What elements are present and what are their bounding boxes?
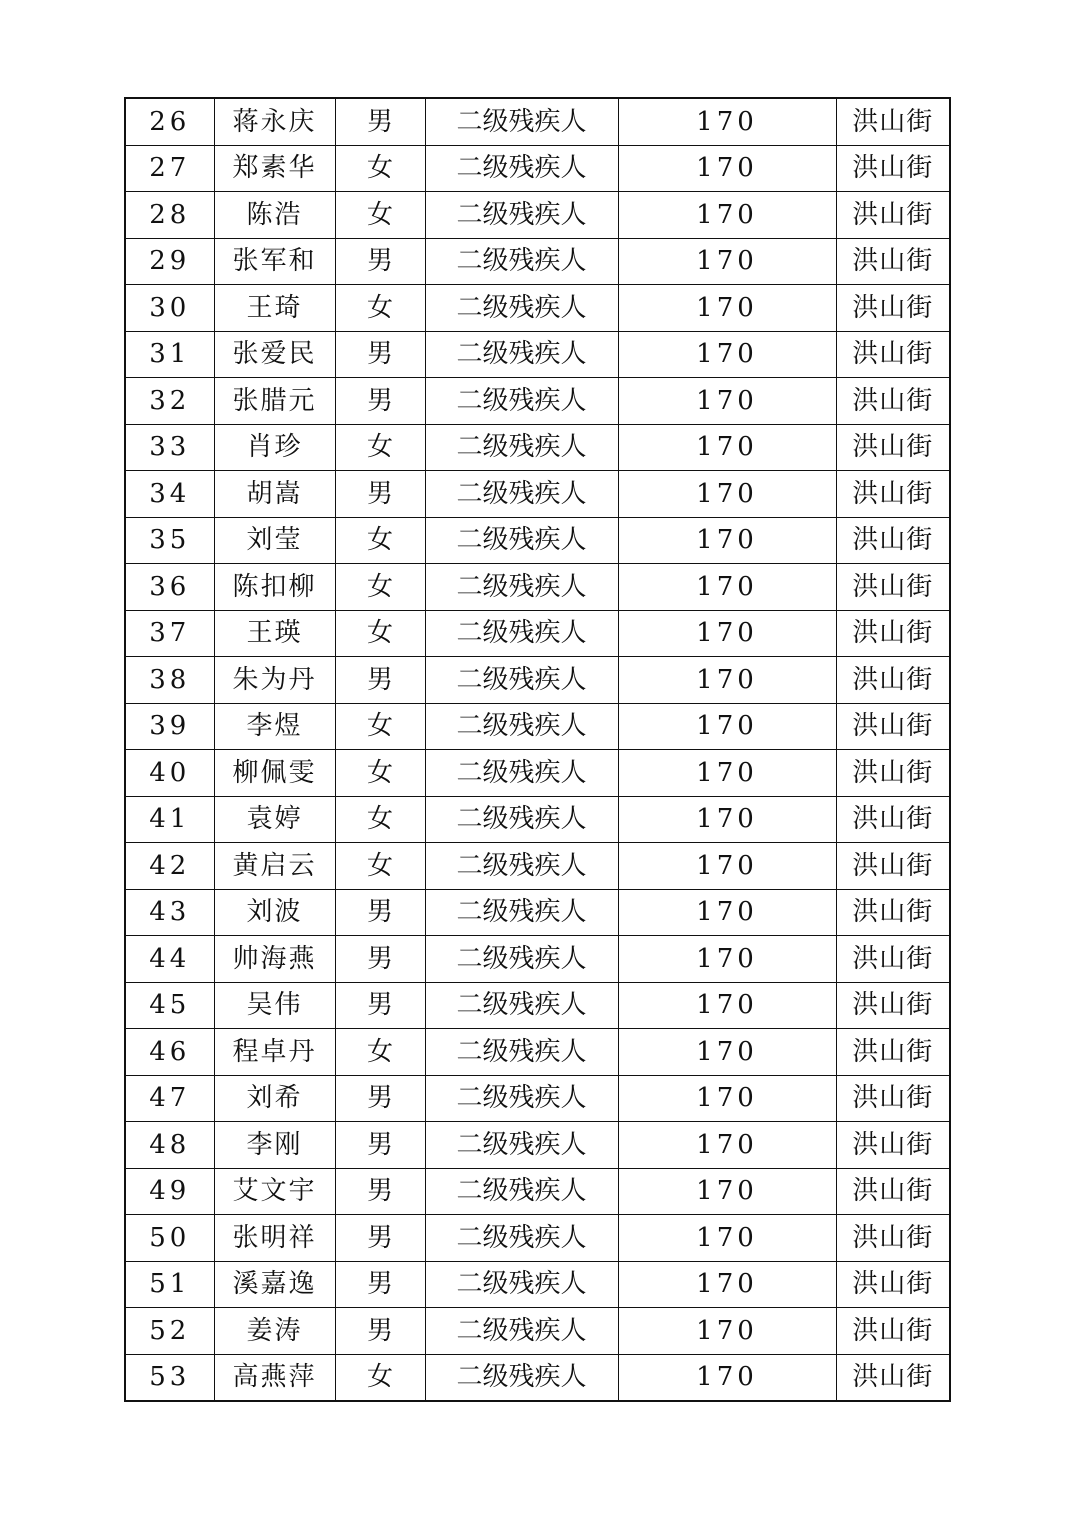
disability-category-cell: 二级残疾人 [425,1168,618,1215]
disability-category-cell: 二级残疾人 [425,703,618,750]
gender-cell: 女 [335,750,425,797]
row-number-cell: 28 [125,192,214,239]
person-name-cell: 王瑛 [214,610,335,657]
person-name-cell: 刘希 [214,1075,335,1122]
amount-cell: 170 [618,192,836,239]
street-cell: 洪山街 [836,1215,950,1262]
disability-category-cell: 二级残疾人 [425,238,618,285]
street-cell: 洪山街 [836,657,950,704]
table-row [125,936,950,983]
amount-cell: 170 [618,424,836,471]
table-row [125,1354,950,1401]
street-cell: 洪山街 [836,98,950,145]
table-row [125,517,950,564]
roster-table-body [125,98,950,1401]
amount-cell: 170 [618,564,836,611]
gender-cell: 女 [335,564,425,611]
person-name-cell: 陈扣柳 [214,564,335,611]
table-row [125,1122,950,1169]
amount-cell: 170 [618,1354,836,1401]
row-number-cell: 49 [125,1168,214,1215]
amount-cell: 170 [618,750,836,797]
disability-category-cell: 二级残疾人 [425,145,618,192]
disability-category-cell: 二级残疾人 [425,471,618,518]
disability-category-cell: 二级残疾人 [425,1215,618,1262]
amount-cell: 170 [618,285,836,332]
table-row [125,657,950,704]
street-cell: 洪山街 [836,703,950,750]
row-number-cell: 29 [125,238,214,285]
row-number-cell: 43 [125,889,214,936]
amount-cell: 170 [618,610,836,657]
disability-category-cell: 二级残疾人 [425,285,618,332]
table-row [125,564,950,611]
street-cell: 洪山街 [836,843,950,890]
table-row [125,331,950,378]
row-number-cell: 51 [125,1261,214,1308]
gender-cell: 女 [335,796,425,843]
table-row [125,424,950,471]
table-row [125,192,950,239]
row-number-cell: 46 [125,1029,214,1076]
person-name-cell: 艾文宇 [214,1168,335,1215]
disability-category-cell: 二级残疾人 [425,517,618,564]
disability-category-cell: 二级残疾人 [425,657,618,704]
disability-category-cell: 二级残疾人 [425,796,618,843]
amount-cell: 170 [618,1168,836,1215]
table-row [125,610,950,657]
person-name-cell: 张爱民 [214,331,335,378]
street-cell: 洪山街 [836,471,950,518]
person-name-cell: 吴伟 [214,982,335,1029]
table-row [125,378,950,425]
amount-cell: 170 [618,471,836,518]
street-cell: 洪山街 [836,424,950,471]
table-row [125,1215,950,1262]
row-number-cell: 42 [125,843,214,890]
street-cell: 洪山街 [836,1261,950,1308]
amount-cell: 170 [618,98,836,145]
row-number-cell: 37 [125,610,214,657]
amount-cell: 170 [618,145,836,192]
street-cell: 洪山街 [836,331,950,378]
amount-cell: 170 [618,517,836,564]
person-name-cell: 胡嵩 [214,471,335,518]
street-cell: 洪山街 [836,982,950,1029]
roster-table [124,97,951,1402]
row-number-cell: 53 [125,1354,214,1401]
gender-cell: 男 [335,1215,425,1262]
person-name-cell: 蒋永庆 [214,98,335,145]
gender-cell: 女 [335,145,425,192]
person-name-cell: 李煜 [214,703,335,750]
street-cell: 洪山街 [836,750,950,797]
row-number-cell: 40 [125,750,214,797]
row-number-cell: 52 [125,1308,214,1355]
row-number-cell: 50 [125,1215,214,1262]
table-row [125,1075,950,1122]
row-number-cell: 32 [125,378,214,425]
person-name-cell: 王琦 [214,285,335,332]
street-cell: 洪山街 [836,285,950,332]
disability-category-cell: 二级残疾人 [425,378,618,425]
table-row [125,1029,950,1076]
disability-category-cell: 二级残疾人 [425,1308,618,1355]
disability-category-cell: 二级残疾人 [425,564,618,611]
row-number-cell: 39 [125,703,214,750]
gender-cell: 女 [335,610,425,657]
amount-cell: 170 [618,703,836,750]
disability-category-cell: 二级残疾人 [425,936,618,983]
gender-cell: 男 [335,471,425,518]
street-cell: 洪山街 [836,192,950,239]
disability-category-cell: 二级残疾人 [425,889,618,936]
person-name-cell: 袁婷 [214,796,335,843]
row-number-cell: 26 [125,98,214,145]
disability-category-cell: 二级残疾人 [425,1354,618,1401]
disability-category-cell: 二级残疾人 [425,843,618,890]
gender-cell: 男 [335,982,425,1029]
gender-cell: 男 [335,1075,425,1122]
amount-cell: 170 [618,889,836,936]
amount-cell: 170 [618,1215,836,1262]
table-row [125,238,950,285]
table-row [125,98,950,145]
disability-category-cell: 二级残疾人 [425,1261,618,1308]
person-name-cell: 柳佩雯 [214,750,335,797]
street-cell: 洪山街 [836,610,950,657]
table-row [125,1261,950,1308]
table-row [125,843,950,890]
table-row [125,889,950,936]
gender-cell: 男 [335,1308,425,1355]
gender-cell: 男 [335,1122,425,1169]
amount-cell: 170 [618,1075,836,1122]
person-name-cell: 张明祥 [214,1215,335,1262]
disability-category-cell: 二级残疾人 [425,610,618,657]
disability-category-cell: 二级残疾人 [425,192,618,239]
disability-category-cell: 二级残疾人 [425,1075,618,1122]
amount-cell: 170 [618,238,836,285]
row-number-cell: 47 [125,1075,214,1122]
disability-category-cell: 二级残疾人 [425,1029,618,1076]
amount-cell: 170 [618,982,836,1029]
amount-cell: 170 [618,1122,836,1169]
gender-cell: 女 [335,1029,425,1076]
person-name-cell: 高燕萍 [214,1354,335,1401]
amount-cell: 170 [618,1029,836,1076]
street-cell: 洪山街 [836,1308,950,1355]
table-row [125,796,950,843]
gender-cell: 男 [335,657,425,704]
street-cell: 洪山街 [836,1168,950,1215]
row-number-cell: 27 [125,145,214,192]
amount-cell: 170 [618,1308,836,1355]
row-number-cell: 35 [125,517,214,564]
amount-cell: 170 [618,843,836,890]
person-name-cell: 肖珍 [214,424,335,471]
street-cell: 洪山街 [836,564,950,611]
row-number-cell: 38 [125,657,214,704]
street-cell: 洪山街 [836,1354,950,1401]
person-name-cell: 李刚 [214,1122,335,1169]
gender-cell: 女 [335,517,425,564]
row-number-cell: 36 [125,564,214,611]
person-name-cell: 陈浩 [214,192,335,239]
row-number-cell: 44 [125,936,214,983]
gender-cell: 女 [335,843,425,890]
row-number-cell: 41 [125,796,214,843]
disability-category-cell: 二级残疾人 [425,750,618,797]
row-number-cell: 31 [125,331,214,378]
person-name-cell: 朱为丹 [214,657,335,704]
gender-cell: 女 [335,703,425,750]
gender-cell: 男 [335,238,425,285]
table-row [125,982,950,1029]
person-name-cell: 张军和 [214,238,335,285]
street-cell: 洪山街 [836,1075,950,1122]
person-name-cell: 程卓丹 [214,1029,335,1076]
gender-cell: 男 [335,936,425,983]
row-number-cell: 34 [125,471,214,518]
table-row [125,471,950,518]
amount-cell: 170 [618,378,836,425]
row-number-cell: 45 [125,982,214,1029]
street-cell: 洪山街 [836,517,950,564]
person-name-cell: 姜涛 [214,1308,335,1355]
disability-category-cell: 二级残疾人 [425,331,618,378]
disability-category-cell: 二级残疾人 [425,982,618,1029]
gender-cell: 女 [335,1354,425,1401]
street-cell: 洪山街 [836,145,950,192]
table-row [125,703,950,750]
disability-category-cell: 二级残疾人 [425,1122,618,1169]
gender-cell: 男 [335,378,425,425]
row-number-cell: 48 [125,1122,214,1169]
person-name-cell: 帅海燕 [214,936,335,983]
row-number-cell: 33 [125,424,214,471]
street-cell: 洪山街 [836,796,950,843]
person-name-cell: 刘波 [214,889,335,936]
amount-cell: 170 [618,1261,836,1308]
gender-cell: 女 [335,285,425,332]
amount-cell: 170 [618,936,836,983]
street-cell: 洪山街 [836,238,950,285]
gender-cell: 男 [335,331,425,378]
table-row [125,750,950,797]
table-row [125,1168,950,1215]
disability-category-cell: 二级残疾人 [425,424,618,471]
disability-category-cell: 二级残疾人 [425,98,618,145]
street-cell: 洪山街 [836,1122,950,1169]
person-name-cell: 刘莹 [214,517,335,564]
amount-cell: 170 [618,657,836,704]
gender-cell: 男 [335,98,425,145]
table-row [125,1308,950,1355]
table-row [125,285,950,332]
street-cell: 洪山街 [836,1029,950,1076]
street-cell: 洪山街 [836,378,950,425]
table-row [125,145,950,192]
gender-cell: 女 [335,192,425,239]
person-name-cell: 郑素华 [214,145,335,192]
street-cell: 洪山街 [836,936,950,983]
person-name-cell: 溪嘉逸 [214,1261,335,1308]
person-name-cell: 黄启云 [214,843,335,890]
gender-cell: 女 [335,424,425,471]
person-name-cell: 张腊元 [214,378,335,425]
gender-cell: 男 [335,1168,425,1215]
amount-cell: 170 [618,331,836,378]
row-number-cell: 30 [125,285,214,332]
amount-cell: 170 [618,796,836,843]
street-cell: 洪山街 [836,889,950,936]
gender-cell: 男 [335,1261,425,1308]
gender-cell: 男 [335,889,425,936]
